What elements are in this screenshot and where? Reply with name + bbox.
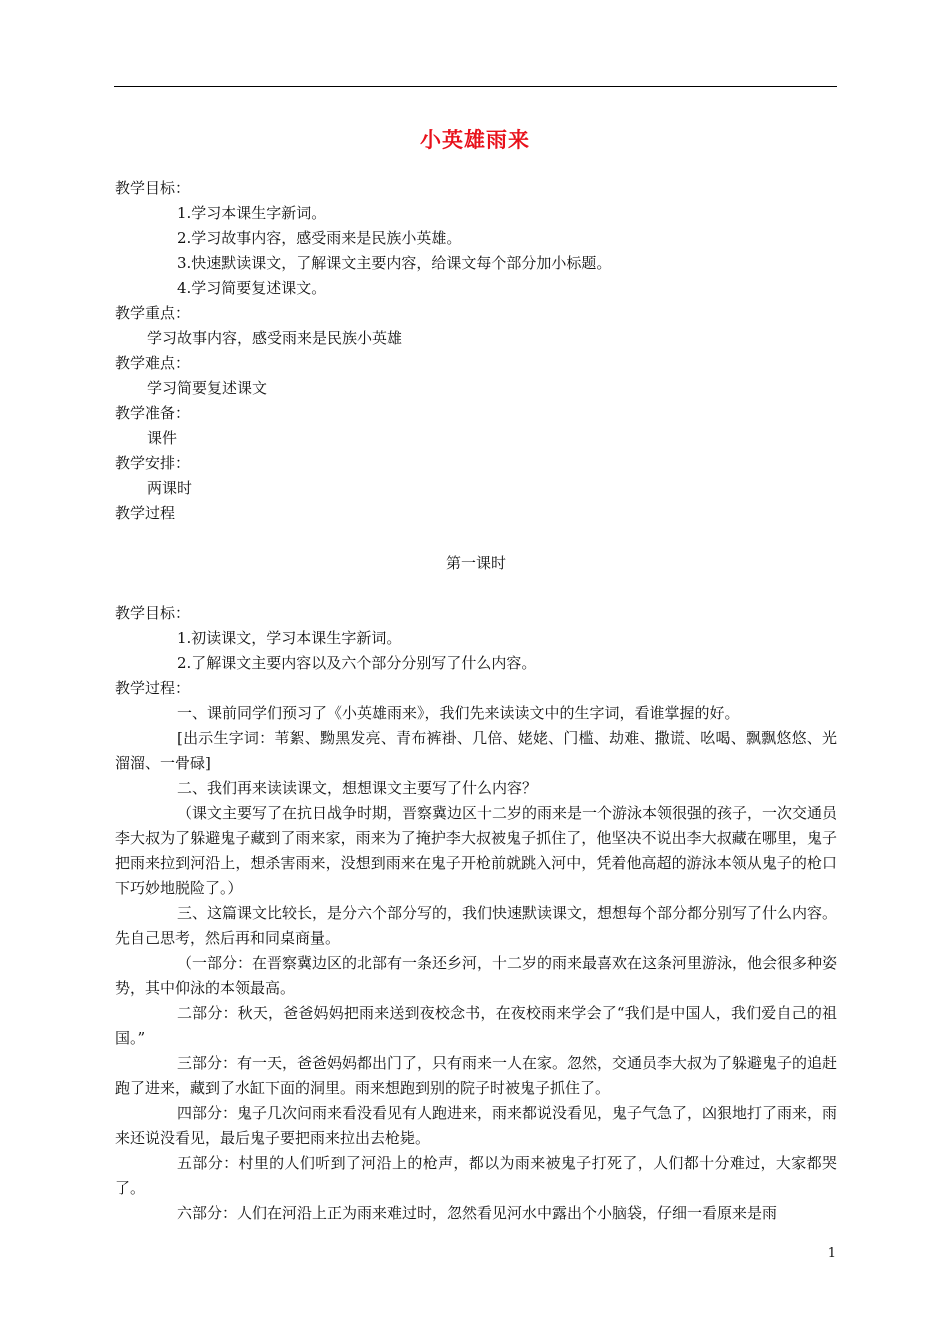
paragraph: 四部分：鬼子几次问雨来看没看见有人跑进来，雨来都说没看见，鬼子气急了，凶狠地打了雨来，雨来还说没看见，最后鬼子要把雨来拉出去枪毙。 — [115, 1104, 838, 1147]
key-text: 学习故事内容，感受雨来是民族小英雄 — [147, 329, 403, 347]
difficulty-text: 学习简要复述课文 — [147, 379, 268, 397]
goals-heading: 教学目标： — [115, 179, 191, 197]
paragraph: 三、这篇课文比较长，是分六个部分写的，我们快速默读课文，想想每个部分都分别写了什么内容。先自己思考，然后再和同桌商量。 — [115, 904, 838, 947]
process-heading: 教学过程 — [115, 504, 176, 522]
paragraph: （一部分：在晋察冀边区的北部有一条还乡河，十二岁的雨来最喜欢在这条河里游泳，他会很多种姿势，其中仰泳的本领最高。 — [115, 954, 838, 997]
goal-item: 1.学习本课生字新词。 — [177, 204, 327, 222]
spacer — [115, 576, 837, 601]
paragraph: 三部分：有一天，爸爸妈妈都出门了，只有雨来一人在家。忽然，交通员李大叔为了躲避鬼子的追赶跑了进来，藏到了水缸下面的洞里。雨来想跑到别的院子时被鬼子抓住了。 — [115, 1054, 838, 1097]
lesson1-process-heading: 教学过程： — [115, 679, 191, 697]
prep-heading: 教学准备： — [115, 404, 191, 422]
lesson1-goals-heading: 教学目标： — [115, 604, 191, 622]
paragraph: 二、我们再来读读课文，想想课文主要写了什么内容？ — [177, 779, 538, 797]
document-body — [115, 176, 837, 1226]
paragraph: [出示生字词：苇絮、黝黑发亮、青布裤褂、几倍、姥姥、门槛、劫难、撒谎、吆喝、飘飘悠悠、光溜溜、一骨碌] — [115, 729, 837, 772]
goal-item: 3.快速默读课文，了解课文主要内容，给课文每个部分加小标题。 — [177, 254, 612, 272]
goal-item: 2.学习故事内容，感受雨来是民族小英雄。 — [177, 229, 462, 247]
paragraph: 二部分：秋天，爸爸妈妈把雨来送到夜校念书，在夜校雨来学会了“我们是中国人，我们爱自己的祖国。” — [115, 1004, 837, 1047]
key-heading: 教学重点： — [115, 304, 191, 322]
lesson1-goal-item: 1.初读课文，学习本课生字新词。 — [177, 629, 402, 647]
header-rule — [114, 86, 837, 87]
paragraph: 五部分：村里的人们听到了河沿上的枪声，都以为雨来被鬼子打死了，人们都十分难过，大家都哭了。 — [115, 1154, 837, 1197]
difficulty-heading: 教学难点： — [115, 354, 191, 372]
lesson1-heading: 第一课时 — [445, 554, 506, 572]
paragraph: 六部分：人们在河沿上正为雨来难过时，忽然看见河水中露出个小脑袋，仔细一看原来是雨 — [177, 1204, 778, 1222]
spacer — [115, 526, 837, 551]
schedule-heading: 教学安排： — [115, 454, 191, 472]
lesson1-goal-item: 2.了解课文主要内容以及六个部分分别写了什么内容。 — [177, 654, 537, 672]
paragraph: （课文主要写了在抗日战争时期，晋察冀边区十二岁的雨来是一个游泳本领很强的孩子，一次交通员李大叔为了躲避鬼子藏到了雨来家，雨来为了掩护李大叔被鬼子抓住了，他坚决不说出李大叔藏在哪里，鬼子把雨来拉到河沿上，想杀害雨来，没想到雨来在鬼子开枪前就跳入河中，凭着他高超的游泳本领从鬼子的枪口下巧妙地脱险了。） — [115, 804, 838, 897]
schedule-text: 两课时 — [147, 479, 193, 497]
document-title: 小英雄雨来 — [420, 127, 530, 152]
goal-item: 4.学习简要复述课文。 — [177, 279, 327, 297]
paragraph: 一、课前同学们预习了《小英雄雨来》，我们先来读读文中的生字词，看谁掌握的好。 — [177, 704, 740, 722]
prep-text: 课件 — [147, 429, 178, 447]
page-number: 1 — [827, 1246, 836, 1261]
